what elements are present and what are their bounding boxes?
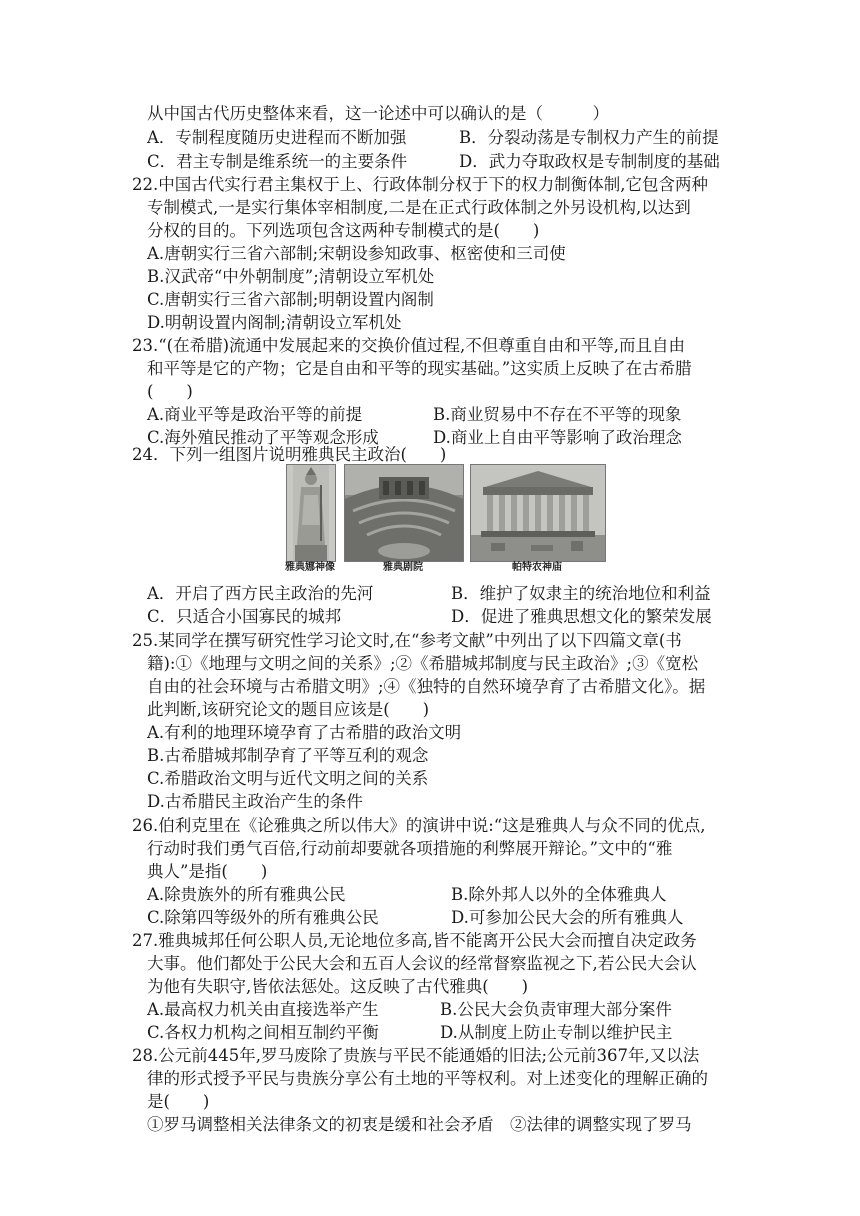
q26-line-3: 典人”是指( ) (147, 862, 268, 881)
q28-line-3: 是( ) (147, 1092, 210, 1111)
q23-option-a: A.商业平等是政治平等的前提 (147, 405, 363, 424)
parthenon-caption: 帕特农神庙 (512, 562, 562, 573)
q25-option-a: A.有利的地理环境孕育了古希腊的政治文明 (147, 723, 462, 742)
q22-line-1: 22.中国古代实行君主集权于上、行政体制分权于下的权力制衡体制,它包含两种 (132, 175, 708, 194)
q25-option-c: C.希腊政治文明与近代文明之间的关系 (147, 769, 429, 788)
q24-option-a: A．开启了西方民主政治的先河 (147, 584, 374, 603)
q21-option-c: C．君主专制是维系统一的主要条件 (147, 152, 408, 171)
q23-option-c: C.海外殖民推动了平等观念形成 (147, 428, 379, 447)
q21-option-a: A．专制程度随历史进程而不断加强 (147, 128, 407, 147)
q27-option-d: D.从制度上防止专制以维护民主 (440, 1023, 673, 1042)
q23-line-2: 和平等是它的产物；它是自由和平等的现实基础。”这实质上反映了在古希腊 (147, 359, 692, 378)
q28-line-1: 28.公元前445年,罗马废除了贵族与平民不能通婚的旧法;公元前367年,又以法 (132, 1046, 700, 1065)
q21-option-d: D．武力夺取政权是专制制度的基础 (459, 152, 720, 171)
q22-option-c: C.唐朝实行三省六部制;明朝设置内阁制 (147, 290, 434, 309)
q25-option-b: B.古希腊城邦制孕育了平等互利的观念 (147, 746, 429, 765)
q28-line-4: ①罗马调整相关法律条文的初衷是缓和社会矛盾 ②法律的调整实现了罗马 (147, 1115, 692, 1134)
q24-image-group (282, 464, 606, 576)
q27-line-3: 为他有失职守,皆依法惩处。这反映了古代雅典( ) (147, 977, 529, 996)
theatre-image (344, 464, 464, 562)
q25-line-1: 25.某同学在撰写研究性学习论文时,在“参考文献”中列出了以下四篇文章(书 (132, 631, 682, 650)
q26-option-a: A.除贵族外的所有雅典公民 (147, 885, 346, 904)
q26-option-d: D.可参加公民大会的所有雅典人 (451, 908, 684, 927)
q22-option-b: B.汉武帝“中外朝制度”;清朝设立军机处 (147, 267, 435, 286)
q23-option-d: D.商业上自由平等影响了政治理念 (433, 428, 682, 447)
q23-line-3: ( ) (147, 382, 193, 401)
q26-option-b: B.除外邦人以外的全体雅典人 (451, 885, 667, 904)
q24-stem: 24．下列一组图片说明雅典民主政治( ) (132, 445, 447, 464)
q26-option-c: C.除第四等级外的所有雅典公民 (147, 908, 379, 927)
q26-line-2: 行动时我们勇气百倍,行动前却要就各项措施的利弊展开辩论。”文中的“雅 (147, 839, 673, 858)
q25-line-4: 此判断,该研究论文的题目应该是( ) (147, 700, 430, 719)
q24-option-c: C．只适合小国寡民的城邦 (147, 607, 342, 626)
parthenon-image (470, 464, 606, 562)
athena-statue-image (286, 464, 336, 562)
q25-option-d: D.古希腊民主政治产生的条件 (147, 792, 363, 811)
q27-option-c: C.各权力机构之间相互制约平衡 (147, 1023, 379, 1042)
theatre-caption: 雅典剧院 (383, 562, 423, 573)
q26-line-1: 26.伯利克里在《论雅典之所以伟大》的演讲中说:“这是雅典人与众不同的优点, (132, 816, 706, 835)
q24-option-d: D．促进了雅典思想文化的繁荣发展 (451, 607, 712, 626)
q21-option-b: B．分裂动荡是专制权力产生的前提 (459, 128, 719, 147)
athena-caption: 雅典娜神像 (285, 562, 335, 573)
q28-line-2: 律的形式授予平民与贵族分享公有土地的平等权利。对上述变化的理解正确的 (147, 1069, 708, 1088)
q27-line-2: 大事。他们都处于公民大会和五百人会议的经常督察监视之下,若公民大会认 (147, 954, 697, 973)
q23-line-1: 23.“(在希腊)流通中发展起来的交换价值过程,不但尊重自由和平等,而且自由 (132, 336, 686, 355)
q22-option-a: A.唐朝实行三省六部制;宋朝设参知政事、枢密使和三司使 (147, 244, 566, 263)
q25-line-3: 自由的社会环境与古希腊文明》;④《独特的自然环境孕育了古希腊文化》。据 (147, 677, 706, 696)
q22-line-3: 分权的目的。下列选项包含这两种专制模式的是( ) (147, 221, 540, 240)
q27-option-b: B.公民大会负责审理大部分案件 (440, 1000, 672, 1019)
q25-line-2: 籍):①《地理与文明之间的关系》;②《希腊城邦制度与民主政治》;③《宽松 (147, 654, 699, 673)
q24-option-b: B．维护了奴隶主的统治地位和利益 (451, 584, 711, 603)
q21-stem: 从中国古代历史整体来看，这一论述中可以确认的是（ ） (147, 104, 609, 123)
q27-line-1: 27.雅典城邦任何公职人员,无论地位多高,皆不能离开公民大会而擅自决定政务 (132, 931, 697, 950)
q22-option-d: D.明朝设置内阁制;清朝设立军机处 (147, 313, 402, 332)
q22-line-2: 专制模式,一是实行集体宰相制度,二是在正式行政体制之外另设机构,以达到 (147, 198, 691, 217)
q23-option-b: B.商业贸易中不存在不平等的现象 (433, 405, 682, 424)
q27-option-a: A.最高权力机关由直接选举产生 (147, 1000, 379, 1019)
